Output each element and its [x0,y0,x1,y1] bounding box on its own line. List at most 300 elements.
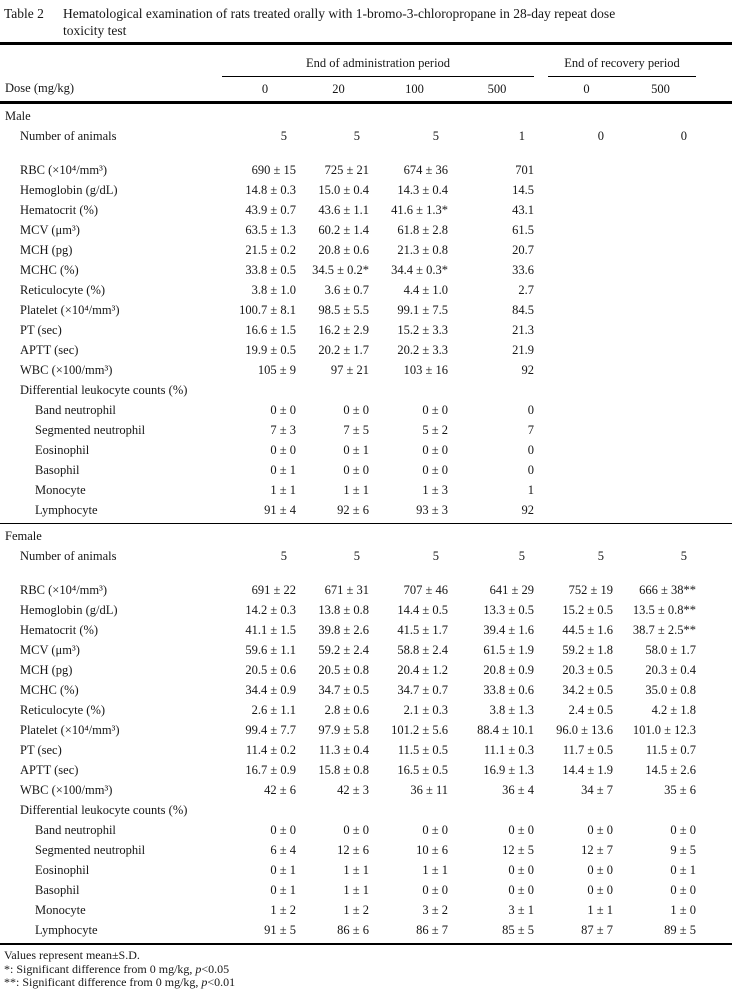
value-cell: 59.2 ± 1.8 [562,642,613,657]
right-pad [696,880,732,900]
value-cell: 16.2 ± 2.9 [318,322,369,337]
table-row [0,920,732,940]
value-cell: 0 ± 0 [422,442,448,457]
value-cell: 691 ± 22 [251,582,296,597]
value-cell: 1 ± 3 [422,482,448,497]
right-pad [696,180,732,200]
section-divider-rule [0,523,732,524]
value-cell: 85 ± 5 [502,922,534,937]
row-label: Platelet (×10⁴/mm³) [20,722,120,737]
right-pad [696,160,732,180]
table-row [0,680,732,700]
right-pad [696,260,732,280]
admin-period-header: End of administration period [222,45,534,77]
value-cell: 0 [680,128,687,143]
value-cell: 39.8 ± 2.6 [318,622,369,637]
value-cell: 34.5 ± 0.2* [312,262,369,277]
value-cell: 13.8 ± 0.8 [318,602,369,617]
table-row [0,400,732,420]
value-cell: 1 ± 0 [670,902,696,917]
column-gap [534,440,548,460]
value-cell: 3.8 ± 1.0 [251,282,296,297]
row-label: Segmented neutrophil [35,422,146,437]
table-row [0,566,732,580]
section-header-row [0,526,732,546]
recovery-period-header: End of recovery period [548,45,696,77]
value-cell: 20.5 ± 0.6 [245,662,296,677]
value-cell: 39.4 ± 1.6 [483,622,534,637]
right-pad [696,340,732,360]
value-cell: 1 ± 2 [343,902,369,917]
header-table [0,45,732,101]
right-pad [696,460,732,480]
value-cell: 0 ± 0 [343,462,369,477]
value-cell: 43.9 ± 0.7 [245,202,296,217]
right-pad [696,600,732,620]
value-cell: 15.2 ± 0.5 [562,602,613,617]
value-cell: 14.2 ± 0.3 [245,602,296,617]
right-pad [696,360,732,380]
value-cell: 1 ± 1 [343,862,369,877]
row-label: APTT (sec) [20,342,79,357]
value-cell: 61.5 ± 1.9 [483,642,534,657]
right-pad [696,280,732,300]
row-label: Eosinophil [35,442,90,457]
table-row [0,126,732,146]
value-cell [548,280,613,300]
table-row [0,340,732,360]
value-cell: 0 ± 0 [343,402,369,417]
value-cell: 34.7 ± 0.5 [318,682,369,697]
column-gap [534,920,548,940]
value-cell [613,500,696,520]
value-cell: 93 ± 3 [416,502,448,517]
table-row [0,740,732,760]
dose-value: 500 [487,81,507,96]
right-pad [696,660,732,680]
column-gap [534,780,548,800]
value-cell: 1 ± 1 [270,482,296,497]
column-gap [534,760,548,780]
value-cell: 2.6 ± 1.1 [251,702,296,717]
row-label: WBC (×100/mm³) [20,782,113,797]
value-cell: 12 ± 6 [337,842,369,857]
row-label: Reticulocyte (%) [20,282,106,297]
column-gap [534,500,548,520]
spacer-row [0,146,732,160]
section-title-male: Male [5,108,31,123]
value-cell: 38.7 ± 2.5** [632,622,696,637]
caption-line-2: toxicity test [63,23,127,38]
row-label: PT (sec) [20,322,62,337]
column-gap [534,45,548,77]
value-cell: 701 [515,162,534,177]
empty-cell [0,45,222,77]
value-cell: 96.0 ± 13.6 [556,722,613,737]
column-gap [534,260,548,280]
value-cell: 16.5 ± 0.5 [397,762,448,777]
value-cell: 92 [521,502,534,517]
value-cell [613,360,696,380]
column-gap [534,300,548,320]
value-cell: 5 [597,548,604,563]
column-gap [534,220,548,240]
value-cell: 97 ± 21 [330,362,369,377]
caption-text [63,5,732,39]
value-cell: 11.4 ± 0.2 [245,742,296,757]
table-row [0,300,732,320]
value-cell: 16.9 ± 1.3 [483,762,534,777]
row-label: Hemoglobin (g/dL) [20,602,118,617]
value-cell [613,200,696,220]
value-cell: 0 ± 1 [343,442,369,457]
right-pad [696,45,732,77]
spacer-row [0,566,732,580]
value-cell: 36 ± 11 [410,782,448,797]
value-cell: 4.4 ± 1.0 [403,282,448,297]
value-cell: 33.6 [512,262,534,277]
table-caption [0,0,732,42]
value-cell: 20.7 [512,242,534,257]
table-row [0,640,732,660]
row-label: MCH (pg) [20,242,73,257]
table-row [0,620,732,640]
row-label: Platelet (×10⁴/mm³) [20,302,120,317]
value-cell [613,220,696,240]
value-cell: 101.0 ± 12.3 [632,722,696,737]
value-cell: 5 ± 2 [422,422,448,437]
dose-label: Dose (mg/kg) [5,81,75,96]
value-cell: 20.3 ± 0.5 [562,662,613,677]
column-gap [534,720,548,740]
column-gap [534,160,548,180]
value-cell: 98.5 ± 5.5 [318,302,369,317]
value-cell: 84.5 [512,302,534,317]
column-gap [534,126,548,146]
value-cell: 21.9 [512,342,534,357]
value-cell: 14.4 ± 1.9 [562,762,613,777]
value-cell: 0 ± 0 [587,862,613,877]
value-cell: 34 ± 7 [581,782,613,797]
table-number: Table 2 [4,6,44,21]
value-cell: 5 [432,548,439,563]
row-label: PT (sec) [20,742,62,757]
value-cell: 86 ± 7 [416,922,448,937]
value-cell: 0 ± 0 [270,402,296,417]
value-cell: 59.2 ± 2.4 [318,642,369,657]
column-gap [534,580,548,600]
right-pad [696,920,732,940]
value-cell: 87 ± 7 [581,922,613,937]
right-pad [696,680,732,700]
value-cell: 725 ± 21 [324,162,369,177]
value-cell: 12 ± 7 [581,842,613,857]
table-row [0,500,732,520]
value-cell: 0 ± 1 [270,882,296,897]
value-cell [613,440,696,460]
value-cell: 61.5 [512,222,534,237]
row-label: Segmented neutrophil [35,842,146,857]
value-cell: 0 ± 1 [270,462,296,477]
column-gap [534,420,548,440]
right-pad [696,820,732,840]
table-row [0,600,732,620]
value-cell: 671 ± 31 [324,582,369,597]
value-cell [548,240,613,260]
value-cell: 0 ± 0 [587,822,613,837]
value-cell: 21.5 ± 0.2 [245,242,296,257]
footnote-text: Values represent mean±S.D. [4,948,140,962]
right-pad [696,200,732,220]
value-cell: 16.7 ± 0.9 [245,762,296,777]
table-row [0,146,732,160]
value-cell: 34.2 ± 0.5 [562,682,613,697]
value-cell: 11.3 ± 0.4 [318,742,369,757]
value-cell: 5 [518,548,525,563]
value-cell: 20.2 ± 1.7 [318,342,369,357]
right-pad [696,620,732,640]
value-cell: 35.0 ± 0.8 [645,682,696,697]
table-row [0,760,732,780]
value-cell: 0 [527,462,534,477]
column-gap [534,480,548,500]
row-label: MCHC (%) [20,682,79,697]
value-cell: 5 [353,128,360,143]
value-cell [548,300,613,320]
value-cell: 666 ± 38** [639,582,696,597]
table-row [0,780,732,800]
value-cell: 2.8 ± 0.6 [324,702,369,717]
male-section-table [0,106,732,520]
right-pad [696,760,732,780]
row-label: Eosinophil [35,862,90,877]
value-cell [548,260,613,280]
row-label: RBC (×10⁴/mm³) [20,582,108,597]
row-label: Hemoglobin (g/dL) [20,182,118,197]
table-row [0,240,732,260]
value-cell: 89 ± 5 [664,922,696,937]
row-label: Monocyte [35,482,86,497]
value-cell: 21.3 [512,322,534,337]
value-cell: 36 ± 4 [502,782,534,797]
value-cell [548,320,613,340]
value-cell: 0 ± 0 [508,882,534,897]
value-cell: 16.6 ± 1.5 [245,322,296,337]
value-cell: 0 [527,442,534,457]
column-gap [534,360,548,380]
value-cell: 2.1 ± 0.3 [403,702,448,717]
column-gap [534,900,548,920]
row-label: Number of animals [20,548,117,563]
column-gap [534,460,548,480]
value-cell [613,240,696,260]
value-cell: 5 [432,128,439,143]
row-label: Basophil [35,882,80,897]
value-cell: 4.2 ± 1.8 [651,702,696,717]
dose-value: 0 [261,81,269,96]
value-cell: 20.3 ± 0.4 [645,662,696,677]
right-pad [696,77,732,102]
column-gap [534,200,548,220]
value-cell: 20.8 ± 0.9 [483,662,534,677]
value-cell: 6 ± 4 [270,842,296,857]
row-label: MCV (μm³) [20,222,80,237]
value-cell: 13.5 ± 0.8** [632,602,696,617]
column-gap [534,280,548,300]
value-cell: 7 ± 5 [343,422,369,437]
value-cell: 100.7 ± 8.1 [239,302,296,317]
footnote-p-symbol: p [195,961,202,976]
value-cell: 674 ± 36 [403,162,448,177]
dose-value: 100 [405,81,424,96]
column-gap [534,620,548,640]
section-title-female: Female [5,528,42,543]
value-cell: 34.7 ± 0.7 [397,682,448,697]
value-cell: 88.4 ± 10.1 [477,722,534,737]
right-pad [696,720,732,740]
value-cell: 33.8 ± 0.5 [245,262,296,277]
value-cell [613,320,696,340]
header-rule [0,101,732,104]
right-pad [696,580,732,600]
table-row [0,860,732,880]
value-cell [613,160,696,180]
table-row [0,880,732,900]
footnotes [0,945,732,990]
value-cell: 99.1 ± 7.5 [397,302,448,317]
female-section-table [0,526,732,940]
row-label: MCV (μm³) [20,642,80,657]
table-row [0,200,732,220]
value-cell [548,460,613,480]
dose-row [0,77,732,102]
value-cell: 59.6 ± 1.1 [245,642,296,657]
footnote-p-symbol: p [201,975,208,990]
row-label: Band neutrophil [35,402,116,417]
footnote-mean-sd [4,949,732,963]
section-header-row [0,106,732,126]
column-gap [534,660,548,680]
value-cell [548,420,613,440]
table-row [0,440,732,460]
table-row [0,320,732,340]
column-gap [534,740,548,760]
value-cell: 1 ± 1 [422,862,448,877]
value-cell: 91 ± 4 [264,502,296,517]
value-cell: 690 ± 15 [251,162,296,177]
value-cell: 33.8 ± 0.6 [483,682,534,697]
column-gap [534,77,548,102]
right-pad [696,840,732,860]
column-gap [534,700,548,720]
value-cell: 5 [280,548,287,563]
column-gap [534,600,548,620]
table-row [0,480,732,500]
table-row [0,380,732,400]
value-cell: 5 [353,548,360,563]
value-cell: 9 ± 5 [670,842,696,857]
table-row [0,900,732,920]
value-cell [613,260,696,280]
value-cell: 14.5 ± 2.6 [645,762,696,777]
value-cell [548,360,613,380]
value-cell: 63.5 ± 1.3 [245,222,296,237]
value-cell: 2.7 [518,282,534,297]
caption-line-1: Hematological examination of rats treated orally with 1-bromo-3-chloropropane in 28-day repeat dose [63,6,616,21]
footnote-text: *: Significant difference from 0 mg/kg, [4,961,196,976]
value-cell: 86 ± 6 [337,922,369,937]
value-cell: 15.0 ± 0.4 [318,182,369,197]
value-cell: 13.3 ± 0.5 [483,602,534,617]
value-cell: 0 ± 0 [508,862,534,877]
right-pad [696,640,732,660]
row-label: Differential leukocyte counts (%) [20,382,188,397]
value-cell: 20.4 ± 1.2 [397,662,448,677]
dose-value: 500 [651,81,670,96]
right-pad [696,220,732,240]
value-cell: 92 [521,362,534,377]
row-label: Hematocrit (%) [20,202,99,217]
table-row [0,460,732,480]
right-pad [696,900,732,920]
value-cell [548,220,613,240]
value-cell: 2.4 ± 0.5 [568,702,613,717]
value-cell: 10 ± 6 [416,842,448,857]
right-pad [696,480,732,500]
value-cell: 34.4 ± 0.3* [391,262,448,277]
table-row [0,546,732,566]
value-cell: 61.8 ± 2.8 [397,222,448,237]
value-cell: 42 ± 3 [337,782,369,797]
footnote-significance-001 [4,976,732,990]
value-cell [548,400,613,420]
table-row [0,700,732,720]
value-cell: 0 ± 0 [587,882,613,897]
value-cell: 15.2 ± 3.3 [397,322,448,337]
value-cell [548,340,613,360]
row-label: Monocyte [35,902,86,917]
value-cell: 11.5 ± 0.7 [645,742,696,757]
value-cell: 0 ± 0 [343,822,369,837]
value-cell: 14.5 [512,182,534,197]
value-cell: 0 ± 0 [670,822,696,837]
value-cell: 20.5 ± 0.8 [318,662,369,677]
period-header-row [0,45,732,77]
dose-value: 20 [332,81,345,96]
column-gap [534,240,548,260]
value-cell: 34.4 ± 0.9 [245,682,296,697]
value-cell: 707 ± 46 [403,582,448,597]
footnote-text: <0.05 [201,961,230,976]
value-cell [613,340,696,360]
table-row [0,260,732,280]
value-cell: 44.5 ± 1.6 [562,622,613,637]
value-cell: 1 [518,128,525,143]
value-cell: 3 ± 2 [422,902,448,917]
value-cell: 0 ± 0 [422,882,448,897]
right-pad [696,700,732,720]
value-cell [548,160,613,180]
column-gap [534,546,548,566]
value-cell: 1 ± 1 [587,902,613,917]
value-cell: 12 ± 5 [502,842,534,857]
row-label: Number of animals [20,128,117,143]
right-pad [696,400,732,420]
value-cell: 5 [280,128,287,143]
value-cell: 7 [527,422,534,437]
value-cell: 42 ± 6 [264,782,296,797]
value-cell [613,180,696,200]
